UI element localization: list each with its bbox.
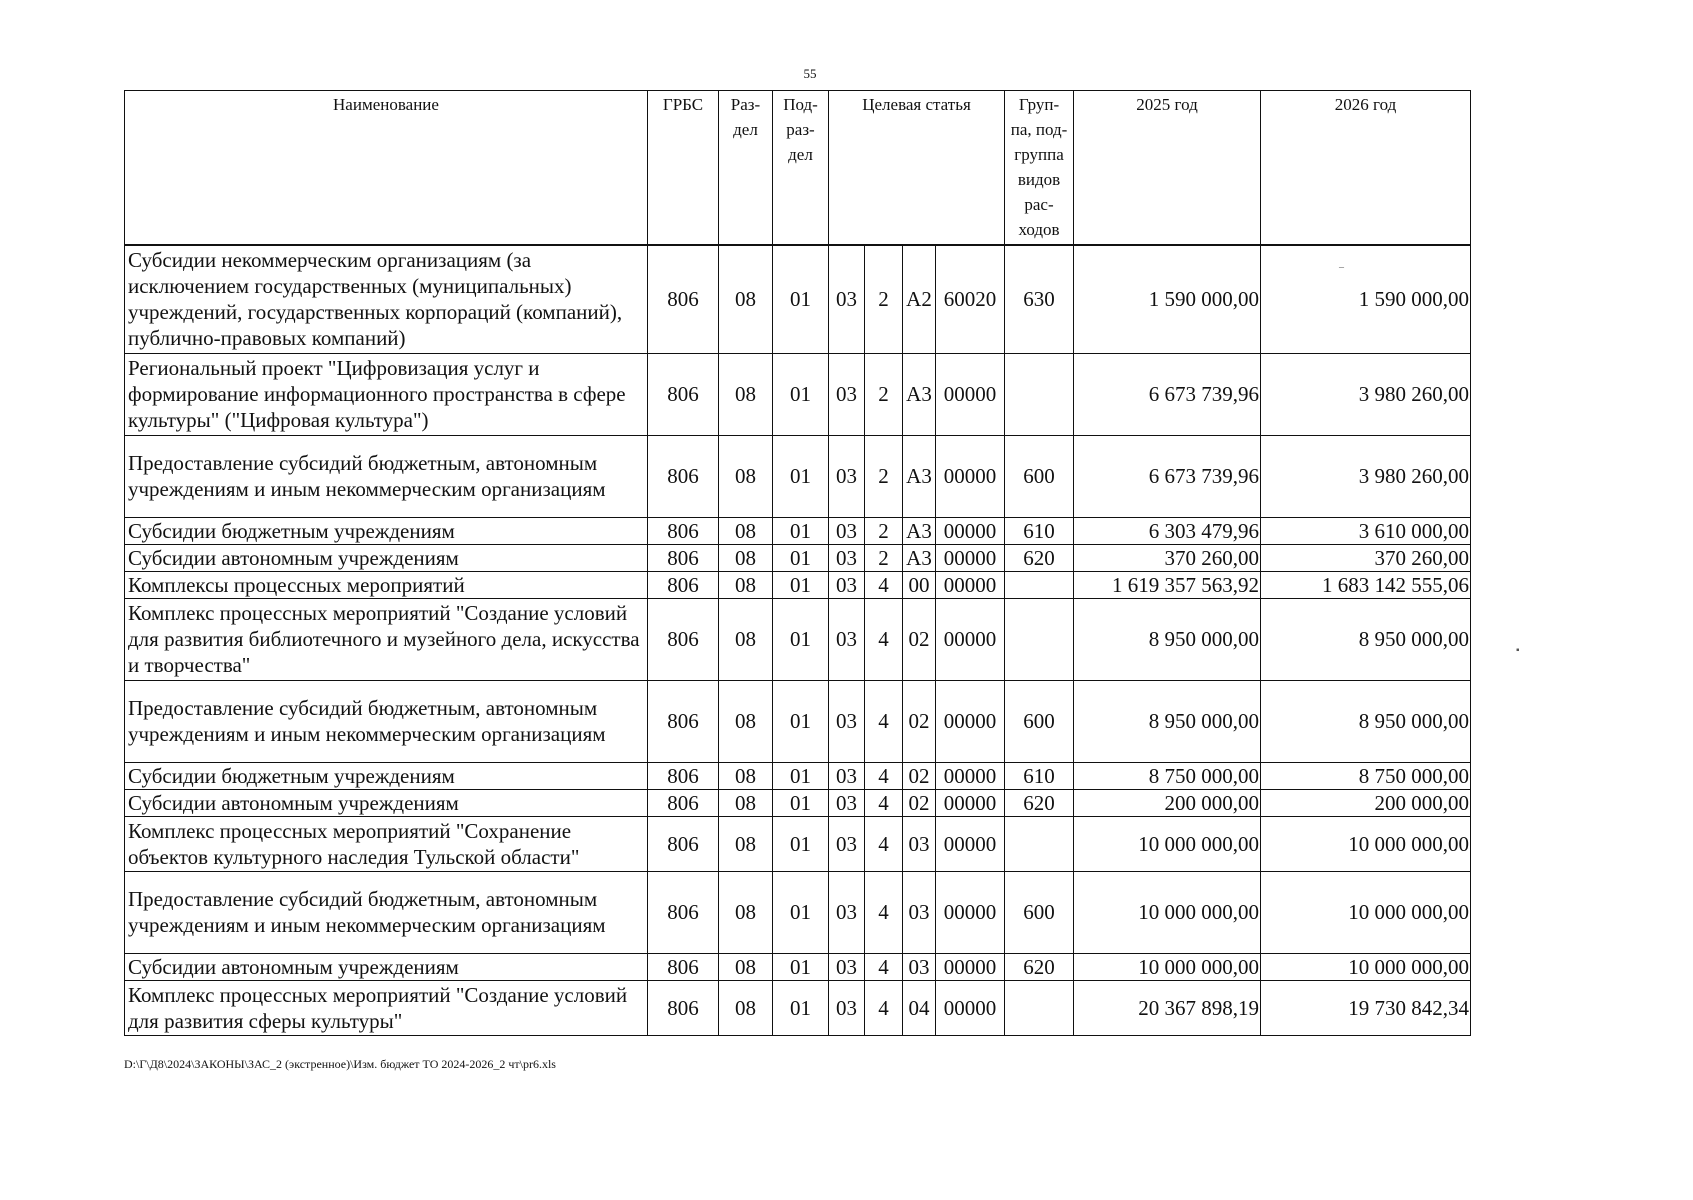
row-section: 08 — [719, 816, 773, 871]
row-target-program: 03 — [829, 435, 865, 517]
row-target-program: 03 — [829, 816, 865, 871]
row-grbs: 806 — [648, 953, 719, 980]
header-grbs: ГРБС — [648, 91, 719, 246]
row-target-type: 2 — [865, 435, 903, 517]
row-amount-2026: 1 590 000,00 — [1261, 245, 1471, 353]
row-target-direction: 00000 — [936, 980, 1005, 1035]
row-section: 08 — [719, 435, 773, 517]
table-row — [125, 980, 1471, 1035]
row-name: Комплекс процессных мероприятий "Сохранение объектов культурного наследия Тульской области" — [125, 816, 648, 871]
row-target-direction: 00000 — [936, 762, 1005, 789]
header-expense-group: Груп- па, под- группа видов рас- ходов — [1005, 91, 1074, 246]
row-expense-group: 620 — [1005, 544, 1074, 571]
row-grbs: 806 — [648, 789, 719, 816]
row-amount-2026: 200 000,00 — [1261, 789, 1471, 816]
row-target-direction: 00000 — [936, 680, 1005, 762]
row-target-type: 4 — [865, 789, 903, 816]
row-name: Субсидии автономным учреждениям — [125, 544, 648, 571]
row-target-type: 4 — [865, 871, 903, 953]
row-target-project: А3 — [903, 435, 936, 517]
table-row — [125, 953, 1471, 980]
row-target-direction: 00000 — [936, 517, 1005, 544]
row-grbs: 806 — [648, 571, 719, 598]
row-expense-group — [1005, 816, 1074, 871]
row-target-type: 4 — [865, 953, 903, 980]
row-target-project: 02 — [903, 789, 936, 816]
row-target-project: 02 — [903, 680, 936, 762]
header-year-2026: 2026 год — [1261, 91, 1471, 246]
row-name: Предоставление субсидий бюджетным, автономным учреждениям и иным некоммерческим организациям — [125, 871, 648, 953]
table-row — [125, 353, 1471, 435]
scan-mark: ‒ — [1339, 262, 1344, 273]
table-row — [125, 245, 1471, 353]
table-row — [125, 680, 1471, 762]
row-target-program: 03 — [829, 544, 865, 571]
row-target-type: 4 — [865, 571, 903, 598]
row-grbs: 806 — [648, 816, 719, 871]
row-subsection: 01 — [773, 953, 829, 980]
row-subsection: 01 — [773, 245, 829, 353]
row-amount-2025: 370 260,00 — [1074, 544, 1261, 571]
row-subsection: 01 — [773, 680, 829, 762]
row-name: Комплекс процессных мероприятий "Создание условий для развития библиотечного и музейного дела, искусства и творчества" — [125, 598, 648, 680]
row-grbs: 806 — [648, 544, 719, 571]
row-target-project: 04 — [903, 980, 936, 1035]
row-target-type: 2 — [865, 517, 903, 544]
row-expense-group: 620 — [1005, 789, 1074, 816]
row-grbs: 806 — [648, 871, 719, 953]
row-amount-2026: 8 750 000,00 — [1261, 762, 1471, 789]
row-amount-2026: 3 980 260,00 — [1261, 353, 1471, 435]
row-amount-2025: 6 673 739,96 — [1074, 353, 1261, 435]
row-subsection: 01 — [773, 353, 829, 435]
row-subsection: 01 — [773, 517, 829, 544]
row-name: Предоставление субсидий бюджетным, автономным учреждениям и иным некоммерческим организациям — [125, 435, 648, 517]
row-expense-group: 610 — [1005, 517, 1074, 544]
row-target-direction: 00000 — [936, 544, 1005, 571]
row-amount-2025: 10 000 000,00 — [1074, 871, 1261, 953]
row-amount-2026: 3 980 260,00 — [1261, 435, 1471, 517]
header-target-article: Целевая статья — [829, 91, 1005, 246]
header-name: Наименование — [125, 91, 648, 246]
row-target-type: 2 — [865, 544, 903, 571]
row-expense-group: 620 — [1005, 953, 1074, 980]
row-target-project: А3 — [903, 353, 936, 435]
row-amount-2025: 10 000 000,00 — [1074, 953, 1261, 980]
row-name: Региональный проект "Цифровизация услуг и формирование информационного пространства в сфере культуры" ("Цифровая культура") — [125, 353, 648, 435]
row-subsection: 01 — [773, 980, 829, 1035]
row-target-direction: 00000 — [936, 816, 1005, 871]
row-target-program: 03 — [829, 871, 865, 953]
row-target-program: 03 — [829, 980, 865, 1035]
row-name: Предоставление субсидий бюджетным, автономным учреждениям и иным некоммерческим организациям — [125, 680, 648, 762]
row-target-program: 03 — [829, 953, 865, 980]
row-amount-2026: 370 260,00 — [1261, 544, 1471, 571]
table-row — [125, 571, 1471, 598]
row-grbs: 806 — [648, 680, 719, 762]
row-target-direction: 00000 — [936, 571, 1005, 598]
row-amount-2026: 10 000 000,00 — [1261, 953, 1471, 980]
row-section: 08 — [719, 789, 773, 816]
row-target-program: 03 — [829, 762, 865, 789]
table-row — [125, 544, 1471, 571]
row-subsection: 01 — [773, 598, 829, 680]
row-target-project: А3 — [903, 517, 936, 544]
row-target-type: 2 — [865, 353, 903, 435]
row-target-direction: 00000 — [936, 789, 1005, 816]
scan-mark: ▪ — [1516, 645, 1520, 656]
row-subsection: 01 — [773, 762, 829, 789]
row-expense-group: 600 — [1005, 871, 1074, 953]
row-amount-2025: 200 000,00 — [1074, 789, 1261, 816]
table-header-row — [125, 91, 1471, 246]
row-target-program: 03 — [829, 517, 865, 544]
row-target-type: 4 — [865, 762, 903, 789]
row-expense-group: 630 — [1005, 245, 1074, 353]
row-target-program: 03 — [829, 598, 865, 680]
header-year-2025: 2025 год — [1074, 91, 1261, 246]
row-section: 08 — [719, 245, 773, 353]
row-grbs: 806 — [648, 980, 719, 1035]
row-amount-2025: 8 750 000,00 — [1074, 762, 1261, 789]
row-grbs: 806 — [648, 435, 719, 517]
row-target-type: 4 — [865, 598, 903, 680]
row-grbs: 806 — [648, 598, 719, 680]
row-expense-group — [1005, 598, 1074, 680]
page-number: 55 — [803, 66, 817, 81]
row-target-type: 4 — [865, 816, 903, 871]
row-section: 08 — [719, 598, 773, 680]
row-amount-2025: 20 367 898,19 — [1074, 980, 1261, 1035]
row-name: Комплекс процессных мероприятий "Создание условий для развития сферы культуры" — [125, 980, 648, 1035]
row-subsection: 01 — [773, 871, 829, 953]
table-row — [125, 435, 1471, 517]
row-target-project: А2 — [903, 245, 936, 353]
row-target-program: 03 — [829, 571, 865, 598]
row-target-direction: 00000 — [936, 598, 1005, 680]
footer-file-path: D:\Г\Д8\2024\ЗАКОНЫ\ЗАС_2 (экстренное)\Изм. бюджет ТО 2024-2026_2 чт\pr6.xls — [124, 1057, 556, 1071]
table-row — [125, 762, 1471, 789]
row-name: Субсидии автономным учреждениям — [125, 953, 648, 980]
header-subsection: Под- раз- дел — [773, 91, 829, 246]
row-target-project: 03 — [903, 816, 936, 871]
row-target-program: 03 — [829, 353, 865, 435]
row-amount-2025: 10 000 000,00 — [1074, 816, 1261, 871]
row-target-project: А3 — [903, 544, 936, 571]
row-target-direction: 00000 — [936, 871, 1005, 953]
table-row — [125, 789, 1471, 816]
row-name: Субсидии некоммерческим организациям (за исключением государственных (муниципальных) учреждений, государственных корпораций (компаний), публично-правовых компаний) — [125, 245, 648, 353]
row-amount-2025: 1 590 000,00 — [1074, 245, 1261, 353]
row-expense-group — [1005, 353, 1074, 435]
row-amount-2026: 8 950 000,00 — [1261, 680, 1471, 762]
row-subsection: 01 — [773, 789, 829, 816]
row-target-direction: 00000 — [936, 353, 1005, 435]
row-section: 08 — [719, 762, 773, 789]
row-amount-2025: 6 303 479,96 — [1074, 517, 1261, 544]
row-amount-2026: 19 730 842,34 — [1261, 980, 1471, 1035]
row-expense-group: 600 — [1005, 680, 1074, 762]
budget-table — [124, 90, 1471, 1036]
row-section: 08 — [719, 517, 773, 544]
row-section: 08 — [719, 680, 773, 762]
row-target-project: 03 — [903, 953, 936, 980]
row-amount-2025: 6 673 739,96 — [1074, 435, 1261, 517]
row-target-project: 00 — [903, 571, 936, 598]
row-section: 08 — [719, 353, 773, 435]
row-grbs: 806 — [648, 762, 719, 789]
row-target-program: 03 — [829, 680, 865, 762]
row-grbs: 806 — [648, 245, 719, 353]
row-section: 08 — [719, 544, 773, 571]
table-row — [125, 598, 1471, 680]
row-target-type: 4 — [865, 980, 903, 1035]
row-section: 08 — [719, 571, 773, 598]
row-amount-2025: 1 619 357 563,92 — [1074, 571, 1261, 598]
header-section: Раз- дел — [719, 91, 773, 246]
row-name: Комплексы процессных мероприятий — [125, 571, 648, 598]
row-amount-2025: 8 950 000,00 — [1074, 598, 1261, 680]
table-row — [125, 816, 1471, 871]
row-subsection: 01 — [773, 571, 829, 598]
row-expense-group — [1005, 571, 1074, 598]
row-section: 08 — [719, 953, 773, 980]
row-target-direction: 00000 — [936, 953, 1005, 980]
row-expense-group — [1005, 980, 1074, 1035]
table-body — [125, 245, 1471, 1035]
table-row — [125, 871, 1471, 953]
row-amount-2026: 3 610 000,00 — [1261, 517, 1471, 544]
row-amount-2025: 8 950 000,00 — [1074, 680, 1261, 762]
row-grbs: 806 — [648, 353, 719, 435]
row-subsection: 01 — [773, 435, 829, 517]
row-target-direction: 60020 — [936, 245, 1005, 353]
table-row — [125, 517, 1471, 544]
row-target-project: 03 — [903, 871, 936, 953]
row-subsection: 01 — [773, 544, 829, 571]
row-name: Субсидии бюджетным учреждениям — [125, 517, 648, 544]
row-amount-2026: 10 000 000,00 — [1261, 816, 1471, 871]
row-subsection: 01 — [773, 816, 829, 871]
row-name: Субсидии автономным учреждениям — [125, 789, 648, 816]
row-target-project: 02 — [903, 598, 936, 680]
row-target-project: 02 — [903, 762, 936, 789]
row-name: Субсидии бюджетным учреждениям — [125, 762, 648, 789]
row-amount-2026: 1 683 142 555,06 — [1261, 571, 1471, 598]
row-amount-2026: 10 000 000,00 — [1261, 871, 1471, 953]
row-section: 08 — [719, 980, 773, 1035]
row-grbs: 806 — [648, 517, 719, 544]
row-expense-group: 600 — [1005, 435, 1074, 517]
row-target-program: 03 — [829, 245, 865, 353]
row-amount-2026: 8 950 000,00 — [1261, 598, 1471, 680]
row-target-direction: 00000 — [936, 435, 1005, 517]
row-target-type: 2 — [865, 245, 903, 353]
row-target-program: 03 — [829, 789, 865, 816]
row-section: 08 — [719, 871, 773, 953]
row-expense-group: 610 — [1005, 762, 1074, 789]
row-target-type: 4 — [865, 680, 903, 762]
